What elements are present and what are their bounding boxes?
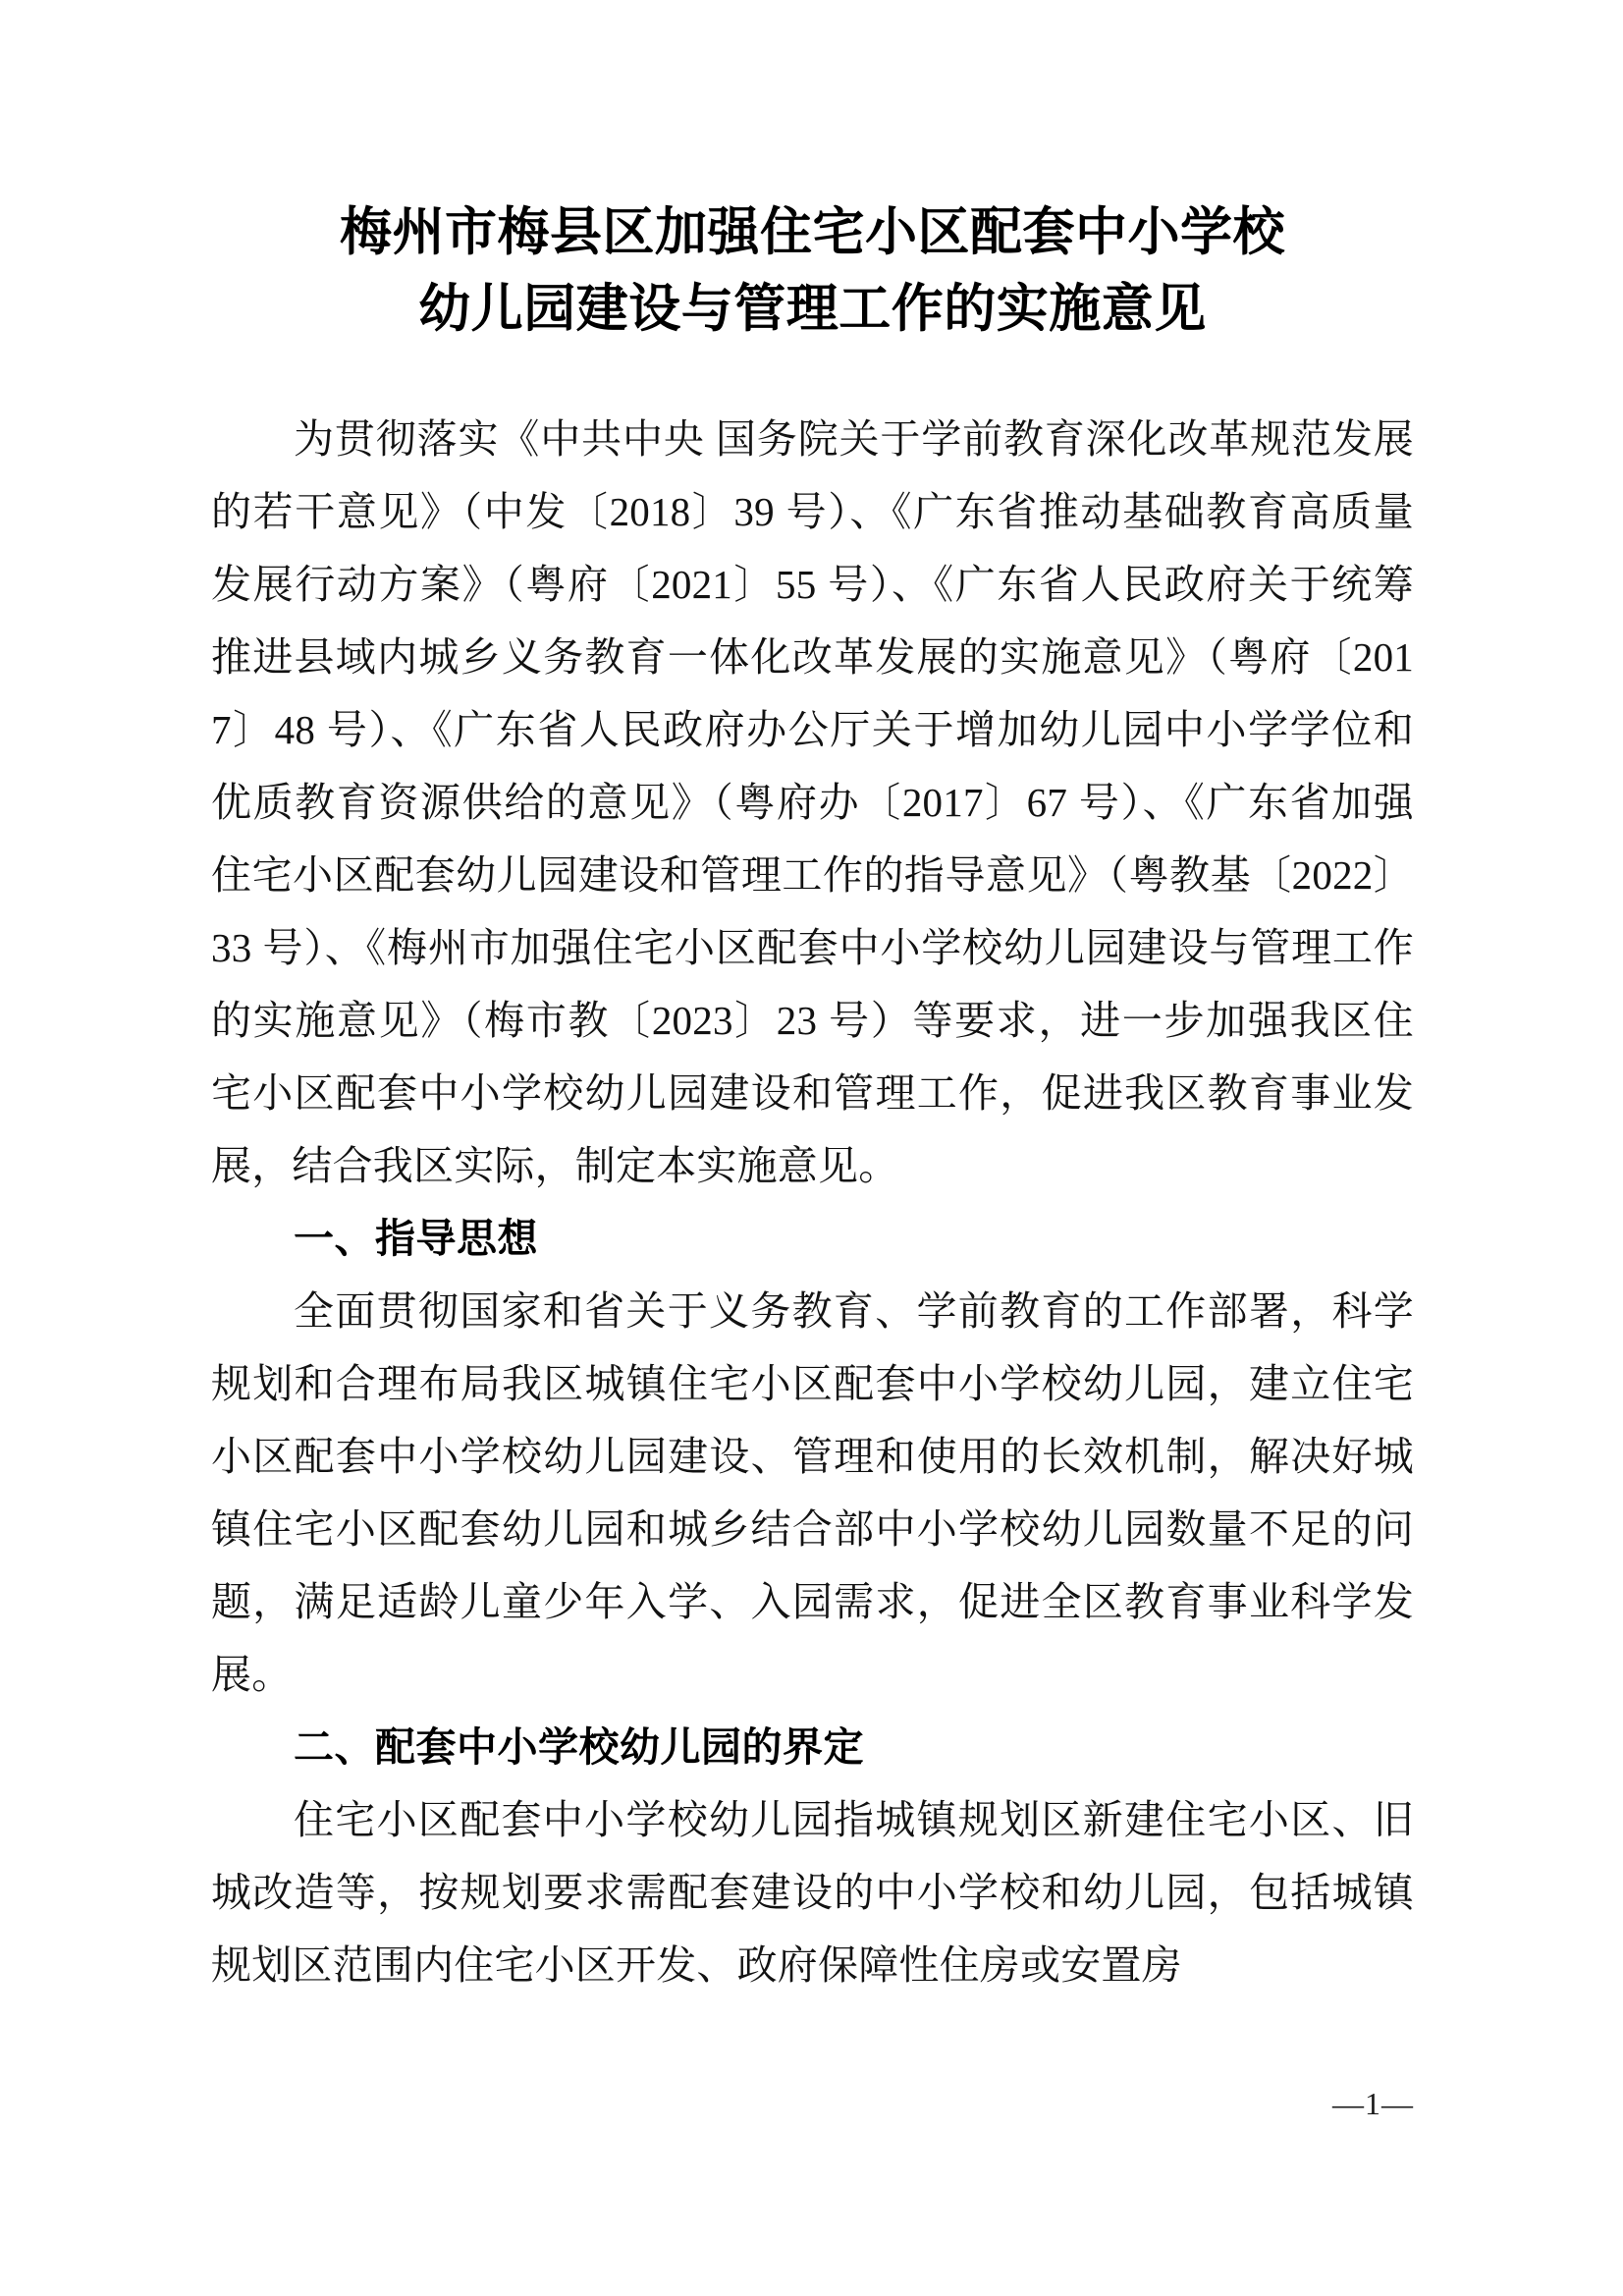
section-body-2: 住宅小区配套中小学校幼儿园指城镇规划区新建住宅小区、旧城改造等，按规划要求需配套建设的中小学校和幼儿园，包括城镇规划区范围内住宅小区开发、政府保障性住房或安置房 [211,1797,1414,1988]
section-heading-1: 一、指导思想 [294,1216,538,1261]
page-title-line-1: 梅州市梅县区加强住宅小区配套中小学校 [340,203,1285,261]
section-heading-2: 二、配套中小学校幼儿园的界定 [294,1724,864,1770]
page-title-line-2: 幼儿园建设与管理工作的实施意见 [418,280,1207,338]
page-title [211,192,1414,348]
page-number: —1— [1332,2086,1414,2121]
section-body-1: 全面贯彻国家和省关于义务教育、学前教育的工作部署，科学规划和合理布局我区城镇住宅小区配套中小学校幼儿园，建立住宅小区配套中小学校幼儿园建设、管理和使用的长效机制，解决好城镇住宅小区配套幼儿园和城乡结合部中小学校幼儿园数量不足的问题，满足适龄儿童少年入学、入园需求，促进全区教育事业科学发展。 [211,1288,1414,1697]
document-body [211,192,1414,2001]
preamble-paragraph: 为贯彻落实《中共中央 国务院关于学前教育深化改革规范发展的若干意见》（中发〔2018〕39 号）、《广东省推动基础教育高质量发展行动方案》（粤府〔2021〕55 号）、《广东省人民政府关于统筹推进县域内城乡义务教育一体化改革发展的实施意见》（粤府〔2017〕48 号）、《广东省人民政府办公厅关于增加幼儿园中小学学位和优质教育资源供给的意见》（粤府办〔2017〕67 号）、《广东省加强住宅小区配套幼儿园建设和管理工作的指导意见》（粤教基〔2022〕33 号）、《梅州市加强住宅小区配套中小学校幼儿园建设与管理工作的实施意见》（梅市教〔2023〕23 号）等要求，进一步加强我区住宅小区配套中小学校幼儿园建设和管理工作，促进我区教育事业发展，结合我区实际，制定本实施意见。 [211,416,1414,1188]
